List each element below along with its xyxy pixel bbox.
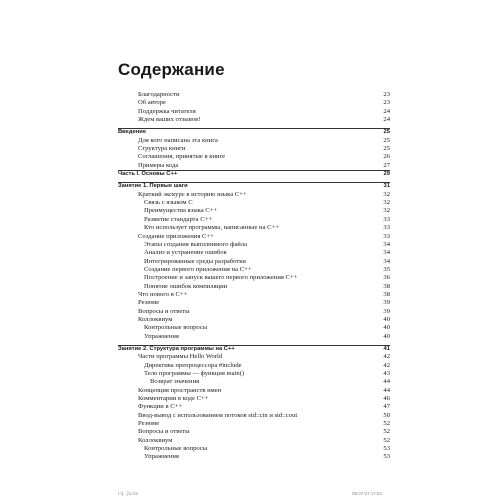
toc-entry-page: 34 xyxy=(383,257,390,265)
toc-entry-page: 52 xyxy=(383,436,390,444)
toc-entry-title: Создание приложения C++ xyxy=(138,232,214,240)
toc-entry-title: Поддержка читателя xyxy=(138,107,196,115)
toc-entry xyxy=(118,258,390,266)
toc-entry-title: Примеры кода xyxy=(138,161,179,169)
toc-entry-title: Контрольные вопросы xyxy=(144,445,208,453)
toc-entry-title: Анализ и устранение ошибок xyxy=(144,249,227,257)
toc-entry xyxy=(118,241,390,249)
toc-entry-title: Что нового в C++ xyxy=(138,290,188,298)
toc-entry-page: 34 xyxy=(383,249,390,257)
toc-entry-page: 44 xyxy=(383,386,390,394)
toc-entry xyxy=(118,153,390,161)
toc-entry-page: 50 xyxy=(383,411,390,419)
toc-entry-page: 24 xyxy=(383,107,390,115)
toc-entry-title: Тело программы — функция main() xyxy=(144,370,245,377)
toc-entry xyxy=(118,266,390,274)
toc-entry-title: Для кого написана эта книга xyxy=(138,136,218,144)
toc-entry-title: Краткий экскурс в историю языка C++ xyxy=(138,190,247,198)
toc-entry-page: 25 xyxy=(383,136,390,144)
toc-entry-title: Резюме xyxy=(138,420,160,428)
toc-entry xyxy=(118,437,390,445)
toc-entry-title: Об авторе xyxy=(138,99,166,107)
toc-entry-title: Резюме xyxy=(138,299,160,307)
toc-entry-title: Занятие 1. Первые шаги xyxy=(118,183,188,190)
toc-entry xyxy=(118,283,390,291)
toc-entry xyxy=(118,412,390,420)
footer-timestamp: 05.07.07 17:52 xyxy=(352,491,383,496)
toc-entry-page: 38 xyxy=(383,282,390,290)
table-of-contents xyxy=(118,91,390,462)
toc-entry-title: Благодарности xyxy=(138,91,180,98)
toc-entry-page: 39 xyxy=(383,299,390,307)
toc-entry xyxy=(118,378,390,386)
toc-entry-page: 33 xyxy=(383,215,390,223)
toc-entry xyxy=(118,216,390,224)
toc-entry-page: 27 xyxy=(383,161,390,169)
toc-entry-page: 46 xyxy=(383,395,390,403)
toc-entry-page: 40 xyxy=(383,324,390,332)
toc-entry-page: 43 xyxy=(383,370,390,377)
toc-entry-title: Контрольные вопросы xyxy=(144,324,208,332)
toc-entry-title: Вопросы и ответы xyxy=(138,307,190,315)
toc-entry-page: 36 xyxy=(383,274,390,282)
toc-entry xyxy=(118,207,390,215)
toc-entry xyxy=(118,291,390,299)
toc-entry-page: 53 xyxy=(383,453,390,461)
toc-entry-page: 39 xyxy=(383,307,390,315)
toc-entry-page: 42 xyxy=(383,353,390,361)
toc-entry-title: Директива препроцессора #include xyxy=(144,361,242,369)
toc-entry-page: 44 xyxy=(383,378,390,386)
toc-entry-page: 32 xyxy=(383,207,390,215)
toc-entry-title: Преимущества языка C++ xyxy=(144,207,218,215)
section-rule xyxy=(118,128,390,129)
toc-section-entry xyxy=(118,182,390,190)
toc-entry xyxy=(118,224,390,232)
toc-entry-page: 23 xyxy=(383,91,390,98)
toc-entry-title: Ждем ваших отзывов! xyxy=(138,116,201,124)
toc-entry-title: Соглашения, принятые в книге xyxy=(138,153,226,161)
toc-entry xyxy=(118,403,390,411)
toc-entry xyxy=(118,274,390,282)
toc-entry-title: Концепция пространств имен xyxy=(138,386,222,394)
toc-entry-title: Части программы Hello World xyxy=(138,353,223,361)
toc-entry-title: Понятие ошибок компиляции xyxy=(144,282,228,290)
toc-entry xyxy=(118,233,390,241)
toc-entry-title: Связь с языком C xyxy=(144,199,193,207)
toc-entry-title: Упражнения xyxy=(144,453,179,461)
toc-entry xyxy=(118,162,390,170)
footer-file-path: I:\(...)\c.fm xyxy=(118,491,139,496)
toc-entry-page: 31 xyxy=(383,183,390,190)
toc-entry-page: 40 xyxy=(383,315,390,323)
toc-entry xyxy=(118,191,390,199)
toc-entry xyxy=(118,387,390,395)
toc-entry-page: 47 xyxy=(383,403,390,411)
toc-entry xyxy=(118,116,390,124)
toc-entry xyxy=(118,395,390,403)
toc-entry-title: Структура книги xyxy=(138,145,186,153)
toc-entry xyxy=(118,145,390,153)
toc-entry xyxy=(118,420,390,428)
toc-entry-page: 42 xyxy=(383,361,390,369)
toc-entry-page: 41 xyxy=(383,345,390,352)
toc-entry-title: Возврат значения xyxy=(150,378,200,386)
toc-entry xyxy=(118,316,390,324)
toc-entry-title: Вопросы и ответы xyxy=(138,428,190,436)
toc-entry xyxy=(118,199,390,207)
toc-entry-title: Занятие 2. Структура программы на C++ xyxy=(118,345,235,352)
toc-entry xyxy=(118,299,390,307)
toc-entry xyxy=(118,249,390,257)
toc-entry-page: 25 xyxy=(383,145,390,153)
toc-entry-title: Коллоквиум xyxy=(138,436,173,444)
toc-entry-title: Часть I. Основы C++ xyxy=(118,171,178,178)
toc-entry-title: Функции в C++ xyxy=(138,403,183,411)
toc-entry xyxy=(118,108,390,116)
toc-entry-page: 33 xyxy=(383,232,390,240)
toc-entry-title: Развитие стандарта C++ xyxy=(144,215,213,223)
toc-entry-page: 35 xyxy=(383,265,390,273)
toc-entry-page: 23 xyxy=(383,99,390,107)
toc-entry xyxy=(118,137,390,145)
toc-entry-page: 52 xyxy=(383,428,390,436)
toc-section-entry xyxy=(118,345,390,353)
toc-entry-title: Этапы создания выполнимого файла xyxy=(144,240,248,248)
toc-entry-page: 29 xyxy=(383,171,390,178)
toc-entry-page: 38 xyxy=(383,290,390,298)
toc-entry-title: Построение и запуск вашего первого приложения C++ xyxy=(144,274,298,282)
toc-entry xyxy=(118,428,390,436)
toc-entry xyxy=(118,91,390,99)
toc-entry-page: 52 xyxy=(383,420,390,428)
toc-entry-title: Упражнения xyxy=(144,332,179,340)
toc-entry xyxy=(118,362,390,370)
toc-entry-page: 33 xyxy=(383,224,390,232)
toc-entry-title: Коллоквиум xyxy=(138,315,173,323)
toc-entry xyxy=(118,453,390,461)
toc-entry xyxy=(118,445,390,453)
toc-entry-page: 40 xyxy=(383,332,390,340)
toc-entry-title: Кто использует программы, написанные на C++ xyxy=(144,224,279,232)
toc-entry-page: 34 xyxy=(383,240,390,248)
toc-entry xyxy=(118,333,390,341)
toc-entry-page: 26 xyxy=(383,153,390,161)
toc-entry-title: Комментарии в коде C++ xyxy=(138,395,209,403)
toc-entry-page: 53 xyxy=(383,445,390,453)
toc-entry-page: 25 xyxy=(383,129,390,136)
toc-entry-title: Создание первого приложения на C++ xyxy=(144,265,252,273)
toc-entry-page: 32 xyxy=(383,190,390,198)
toc-entry xyxy=(118,324,390,332)
toc-entry xyxy=(118,370,390,378)
toc-section-entry xyxy=(118,128,390,136)
toc-entry-page: 32 xyxy=(383,199,390,207)
toc-entry xyxy=(118,353,390,361)
toc-entry-page: 24 xyxy=(383,116,390,124)
toc-entry xyxy=(118,308,390,316)
toc-entry-title: Введение xyxy=(118,129,147,136)
toc-entry-title: Интегрированные среды разработки xyxy=(144,257,246,265)
page-title: Содержание xyxy=(118,60,225,79)
toc-entry xyxy=(118,99,390,107)
toc-entry-title: Ввод-вывод с использованием потоков std::cin и std::cout xyxy=(138,411,298,419)
toc-part-entry xyxy=(118,170,390,178)
